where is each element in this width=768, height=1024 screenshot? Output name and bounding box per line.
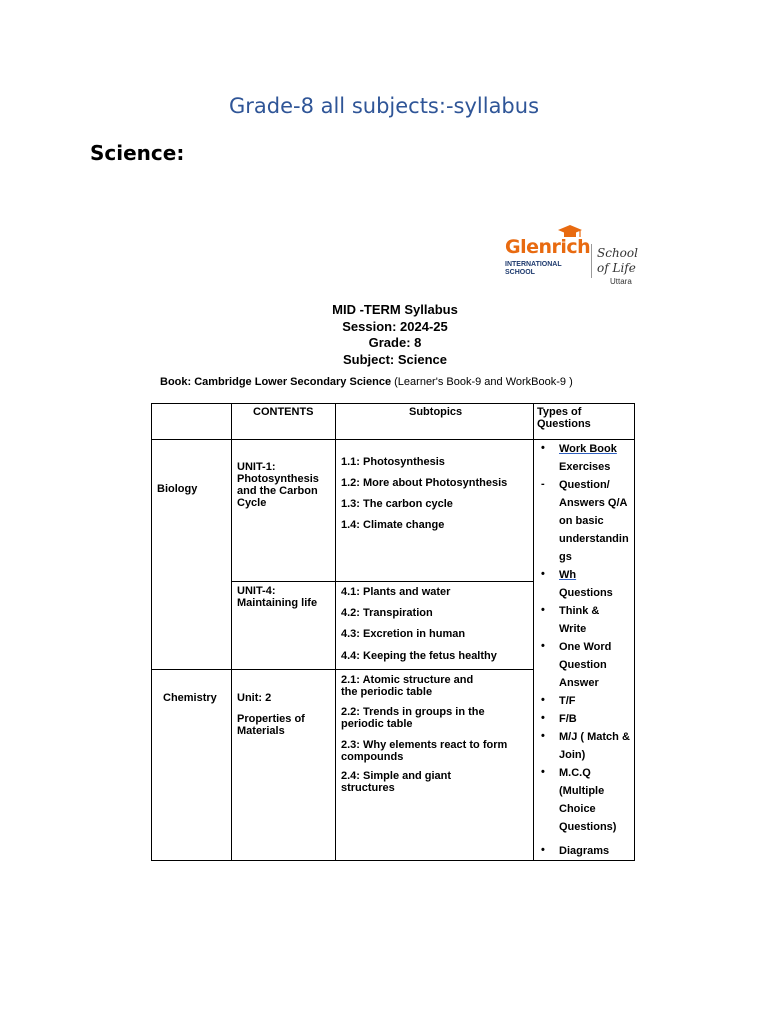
doc-title: MID -TERM Syllabus xyxy=(332,302,458,317)
biology-unit1: UNIT-1: Photosynthesis and the Carbon Cycle xyxy=(237,461,319,509)
logo-sub-school: SCHOOL xyxy=(505,269,535,276)
biology-topic: 4.1: Plants and water xyxy=(341,586,451,598)
logo-brand: Glenrich xyxy=(505,236,591,258)
question-bullet: • xyxy=(541,730,545,742)
biology-topic: 1.1: Photosynthesis xyxy=(341,456,445,468)
syllabus-table xyxy=(151,403,635,861)
question-bullet: • xyxy=(541,766,545,778)
question-type-line: F/B xyxy=(559,713,577,725)
page-title: Grade-8 all subjects:-syllabus xyxy=(228,94,540,118)
chemistry-topic: 2.4: Simple and giant structures xyxy=(341,770,452,794)
question-type-line: Exercises xyxy=(559,461,611,473)
question-bullet: • xyxy=(541,442,545,454)
doc-subject: Subject: Science xyxy=(342,351,448,367)
question-type-line: Write xyxy=(559,623,587,635)
biology-topic: 1.2: More about Photosynthesis xyxy=(341,477,508,489)
question-type-line: Choice xyxy=(559,803,596,815)
book-prefix: Book: Cambridge Lower Secondary Science xyxy=(160,376,392,388)
question-type-line: gs xyxy=(559,551,572,563)
col-divider xyxy=(533,404,534,860)
biology-label: Biology xyxy=(157,483,198,495)
question-type-line: Join) xyxy=(559,749,586,761)
header-contents: CONTENTS xyxy=(253,406,314,418)
question-type-line: understandin xyxy=(559,533,629,545)
question-type-line: M/J ( Match & xyxy=(559,731,630,743)
question-type-line: Question xyxy=(559,659,607,671)
doc-header xyxy=(0,302,768,368)
biology-topic: 4.2: Transpiration xyxy=(341,607,433,619)
question-bullet: • xyxy=(541,604,545,616)
chemistry-label: Chemistry xyxy=(163,692,217,704)
question-type-line: Questions xyxy=(559,587,613,599)
logo-tagline-1: School xyxy=(597,246,638,260)
biology-topic: 1.3: The carbon cycle xyxy=(341,498,453,510)
question-type-line: Questions) xyxy=(559,821,617,833)
doc-session: Session: 2024-25 xyxy=(342,318,448,334)
question-type-line: T/F xyxy=(559,695,576,707)
question-bullet: • xyxy=(541,694,545,706)
question-bullet: - xyxy=(541,478,545,490)
question-bullet: • xyxy=(541,568,545,580)
chemistry-unit: Unit: 2 xyxy=(237,692,272,704)
chemistry-unit-name: Properties of Materials xyxy=(237,713,305,737)
row-divider xyxy=(152,669,534,670)
question-type-line: Answers Q/A xyxy=(559,497,628,509)
question-bullet: • xyxy=(541,640,545,652)
question-type-line: Wh xyxy=(559,569,577,581)
section-heading: Science: xyxy=(90,141,185,165)
chemistry-topic: 2.1: Atomic structure and the periodic table xyxy=(341,674,474,698)
col-divider xyxy=(231,404,232,860)
book-suffix: (Learner's Book-9 and WorkBook-9 ) xyxy=(394,376,573,388)
question-type-line: Answer xyxy=(559,677,599,689)
chemistry-topic: 2.3: Why elements react to form compounds xyxy=(341,739,508,763)
question-type-line: (Multiple xyxy=(559,785,605,797)
question-type-line: Think & xyxy=(559,605,600,617)
logo-tagline-2: of Life xyxy=(597,261,636,275)
doc-grade: Grade: 8 xyxy=(368,335,422,350)
chemistry-topic: 2.2: Trends in groups in the periodic table xyxy=(341,706,485,730)
question-bullet: • xyxy=(541,712,545,724)
question-type-line: on basic xyxy=(559,515,604,527)
school-logo xyxy=(502,222,642,286)
question-type-line: Diagrams xyxy=(559,845,610,857)
question-type-line: One Word xyxy=(559,641,612,653)
header-subtopics: Subtopics xyxy=(409,406,463,418)
header-types: Types of Questions xyxy=(537,406,591,430)
book-line xyxy=(160,376,573,388)
logo-sub-international: INTERNATIONAL xyxy=(505,261,562,268)
col-divider xyxy=(335,404,336,860)
row-divider xyxy=(231,581,534,582)
question-type-line: M.C.Q xyxy=(559,767,591,779)
biology-topic: 1.4: Climate change xyxy=(341,519,445,531)
biology-unit4: UNIT-4: Maintaining life xyxy=(237,585,318,609)
biology-topic: 4.4: Keeping the fetus healthy xyxy=(341,650,497,662)
question-type-line: Work Book xyxy=(559,443,617,455)
logo-location: Uttara xyxy=(610,277,632,286)
question-bullet: • xyxy=(541,844,545,856)
question-type-line: Question/ xyxy=(559,479,610,491)
logo-divider xyxy=(591,244,592,278)
biology-topic: 4.3: Excretion in human xyxy=(341,628,466,640)
